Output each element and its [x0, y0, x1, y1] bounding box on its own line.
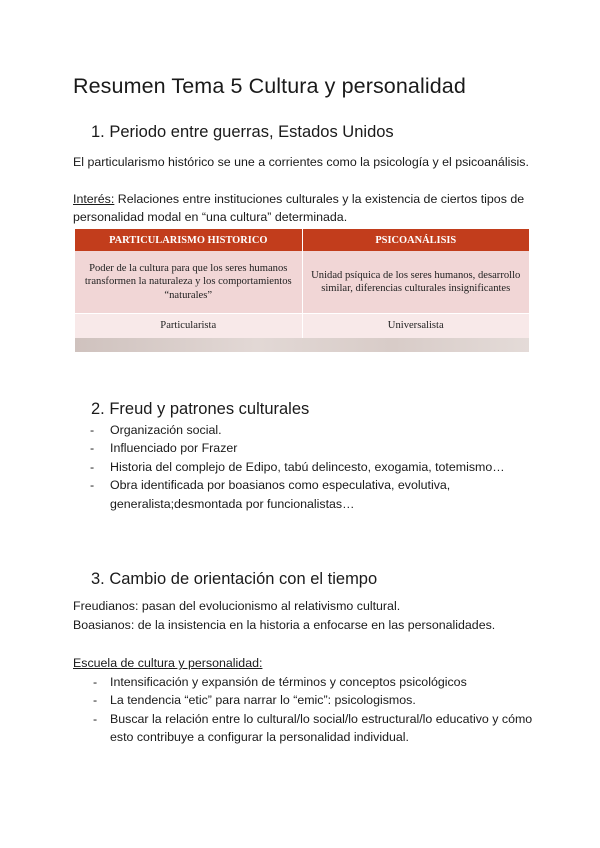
section-1-intro: El particularismo histórico se une a corrientes como la psicología y el psicoanálisis.: [73, 155, 529, 169]
section-1-heading: 1. Periodo entre guerras, Estados Unidos: [91, 123, 394, 141]
table-header-psicoanalisis: PSICOANÁLISIS: [302, 229, 529, 251]
table-cell: Poder de la cultura para que los seres humanos transformen la naturaleza y los comportamientos “naturales”: [75, 251, 302, 314]
table-cell: Particularista: [75, 314, 302, 339]
interes-text: Relaciones entre instituciones culturales y la existencia de ciertos tipos de personalidad modal en “una cultura” determinada.: [73, 192, 525, 225]
list-item: - La tendencia “etic” para narrar lo “emic”: psicologismos.: [93, 693, 416, 708]
section-2-heading: 2. Freud y patrones culturales: [91, 400, 310, 418]
list-item: - Intensificación y expansión de términos y conceptos psicológicos: [93, 675, 467, 689]
list-item: - Obra identificada por boasianos como especulativa, evolutiva, generalista;desmontada por funcionalistas…: [90, 478, 451, 511]
list-item: - Influenciado por Frazer: [90, 441, 238, 456]
table-cell: Universalista: [302, 314, 529, 339]
comparison-table: [75, 229, 529, 352]
table-cell: Unidad psíquica de los seres humanos, desarrollo similar, diferencias culturales insignificantes: [302, 251, 529, 314]
section-3-freudianos: Freudianos: pasan del evolucionismo al relativismo cultural.: [73, 599, 401, 613]
interes-label: Interés:: [73, 192, 115, 206]
table-header-particularismo: PARTICULARISMO HISTORICO: [75, 229, 302, 251]
section-3-list: [93, 673, 538, 747]
list-item: - Organización social.: [90, 423, 222, 437]
section-3-school-label: Escuela de cultura y personalidad:: [73, 656, 263, 670]
section-2-list: [90, 421, 530, 513]
page-title: Resumen Tema 5 Cultura y personalidad: [73, 74, 466, 98]
list-item: - Historia del complejo de Edipo, tabú delincesto, exogamia, totemismo…: [90, 459, 505, 474]
section-3-heading: 3. Cambio de orientación con el tiempo: [91, 570, 378, 588]
list-item: - Buscar la relación entre lo cultural/lo social/lo estructural/lo educativo y cómo esto contribuye a configurar la personalidad individual.: [93, 711, 533, 745]
section-3-boasianos: Boasianos: de la insistencia en la historia a enfocarse en las personalidades.: [73, 618, 496, 632]
section-1-interes: [73, 190, 533, 227]
table-background-strip: [75, 338, 529, 352]
